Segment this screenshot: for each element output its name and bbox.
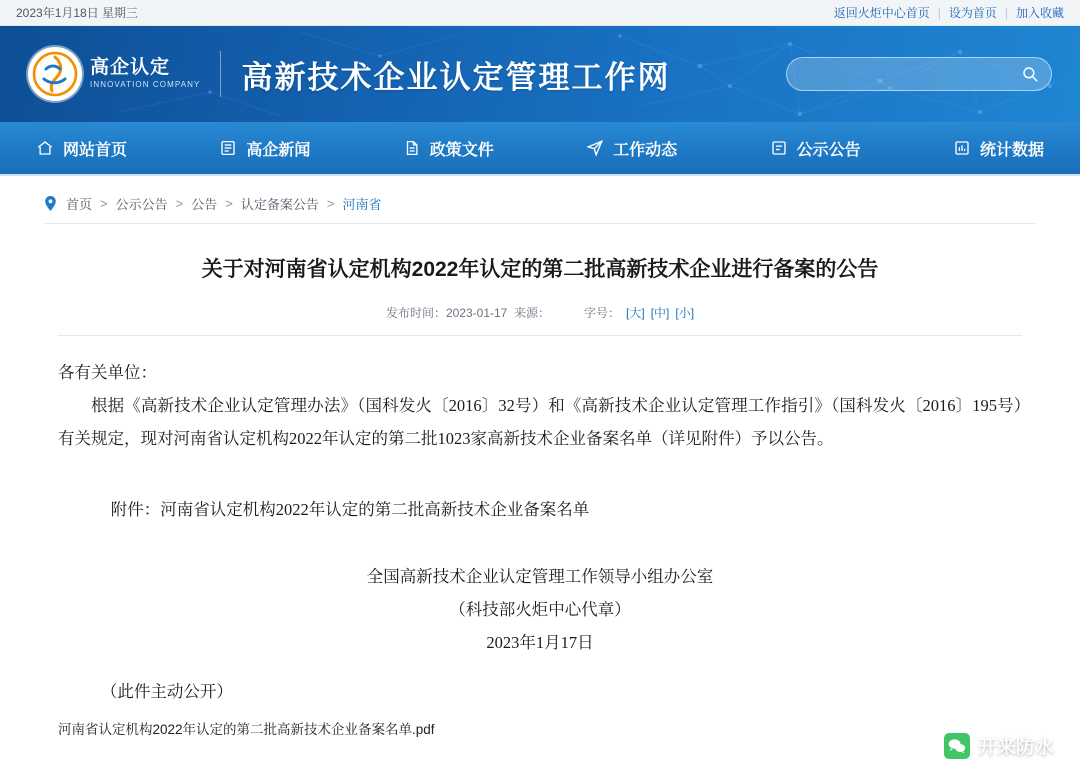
home-icon	[36, 139, 54, 157]
nav-item-work-updates-label: 工作动态	[613, 141, 678, 159]
font-size-controls	[584, 304, 694, 321]
article-signature: 全国高新技术企业认定管理工作领导小组办公室	[366, 566, 714, 586]
logo-title-cn: 高企认定	[90, 57, 171, 79]
article-title: 关于对河南省认定机构2022年认定的第二批高新技术企业进行备案的公告	[201, 258, 879, 281]
chart-icon	[953, 139, 971, 157]
top-links	[834, 4, 1064, 21]
breadcrumb-item-home[interactable]: 首页	[66, 197, 93, 212]
watermark	[944, 732, 1054, 759]
source-label: 来源：	[514, 305, 551, 320]
search-icon[interactable]	[1021, 65, 1039, 83]
link-separator-1: |	[937, 5, 941, 20]
content-area	[0, 176, 1080, 738]
link-torch-center-home[interactable]: 返回火炬中心首页	[833, 6, 930, 20]
announcement-icon	[770, 139, 788, 157]
nav-item-statistics-label: 统计数据	[979, 141, 1044, 159]
breadcrumb	[44, 176, 1036, 224]
article-public-note: （此件主动公开）	[100, 681, 233, 701]
news-icon	[219, 139, 237, 157]
watermark-text: 开来防水	[977, 737, 1054, 758]
search-box[interactable]	[786, 57, 1052, 91]
publish-time-value: 2023-01-17	[445, 305, 508, 320]
breadcrumb-item-notice[interactable]: 公告	[191, 197, 218, 212]
breadcrumb-item-filing-notice[interactable]: 认定备案公告	[240, 197, 319, 212]
article-paragraph-salutation: 各有关单位：	[58, 362, 157, 382]
breadcrumb-item-henan[interactable]: 河南省	[342, 197, 382, 212]
link-set-homepage[interactable]: 设为首页	[948, 6, 997, 20]
wechat-icon	[944, 733, 970, 759]
nav-item-home-label: 网站首页	[63, 141, 128, 159]
send-icon	[586, 139, 604, 157]
breadcrumb-sep-3: >	[225, 196, 233, 211]
breadcrumb-sep-4: >	[326, 196, 335, 211]
breadcrumb-sep-2: >	[175, 196, 184, 211]
logo-wordmark	[90, 58, 200, 89]
logo-mark-icon	[28, 47, 82, 101]
font-size-medium[interactable]: [中]	[650, 305, 670, 320]
brand-logo[interactable]	[28, 47, 200, 101]
nav-item-policy[interactable]	[403, 137, 494, 160]
breadcrumb-sep-1: >	[100, 196, 108, 211]
attachment-file-link[interactable]: 河南省认定机构2022年认定的第二批高新技术企业备案名单.pdf	[58, 721, 435, 737]
nav-item-policy-label: 政策文件	[429, 141, 494, 159]
font-size-label: 字号：	[584, 305, 621, 320]
font-size-large[interactable]: [大]	[626, 305, 645, 320]
article-body	[58, 336, 1022, 708]
nav-item-home[interactable]	[36, 137, 127, 160]
nav-item-news[interactable]	[219, 137, 310, 160]
article-signature-date: 2023年1月17日	[486, 632, 594, 652]
page-title: 高新技术企业认定管理工作网	[241, 59, 671, 95]
publish-time-label: 发布时间：	[385, 305, 446, 320]
site-header	[0, 26, 1080, 122]
location-pin-icon	[44, 196, 57, 211]
article-paragraph-main: 根据《高新技术企业认定管理办法》（国科发火〔2016〕32号）和《高新技术企业认定管理工作指引》（国科发火〔2016〕195号）有关规定，现对河南省认定机构2022年认定的第二批1023家高新技术企业备案名单（详见附件）予以公告。	[58, 395, 1023, 448]
nav-item-statistics[interactable]	[953, 137, 1044, 160]
nav-item-news-label: 高企新闻	[246, 141, 311, 159]
publish-time	[386, 304, 550, 321]
article-attachment-line: 附件：河南省认定机构2022年认定的第二批高新技术企业备案名单	[110, 499, 590, 519]
article-signature-seal: （科技部火炬中心代章）	[449, 599, 631, 619]
font-size-small[interactable]: [小]	[675, 305, 695, 320]
link-separator-2: |	[1004, 5, 1008, 20]
article	[44, 224, 1036, 738]
main-nav	[0, 122, 1080, 176]
current-date: 2023年1月18日 星期三	[16, 6, 139, 20]
document-icon	[403, 139, 421, 157]
breadcrumb-item-announcements[interactable]: 公示公告	[115, 197, 168, 212]
nav-item-work-updates[interactable]	[586, 137, 677, 160]
top-utility-bar	[0, 0, 1080, 26]
nav-item-announcements-label: 公示公告	[796, 141, 861, 159]
link-add-favorite[interactable]: 加入收藏	[1015, 6, 1064, 20]
nav-item-announcements[interactable]	[770, 137, 861, 160]
search-input[interactable]	[803, 66, 1021, 83]
logo-title-en: INNOVATION COMPANY	[90, 80, 201, 90]
article-meta	[58, 304, 1022, 336]
